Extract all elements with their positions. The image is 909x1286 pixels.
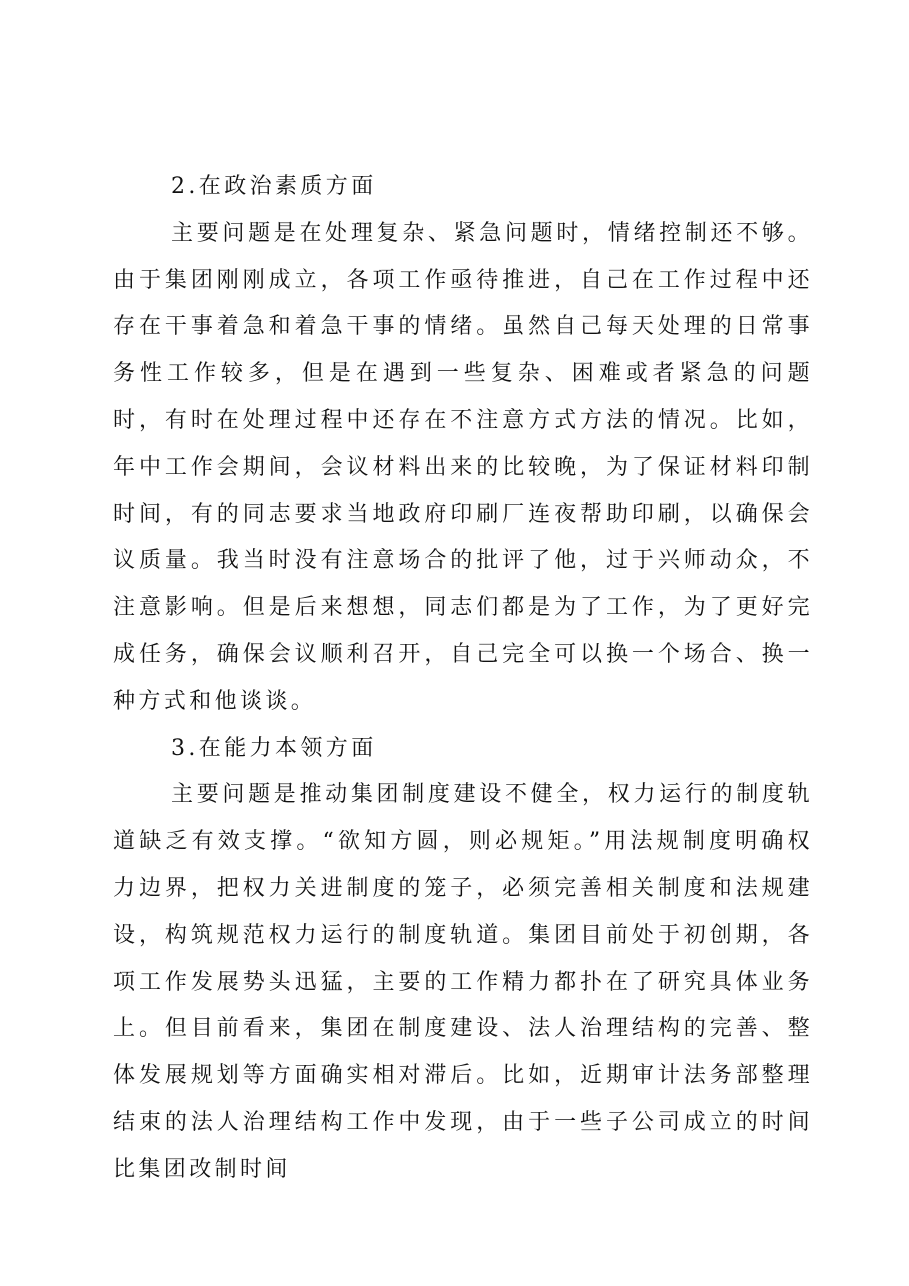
document-body (113, 164, 813, 1194)
section-heading-ability: 3.在能力本领方面 (171, 735, 377, 761)
paragraph-ability: 主要问题是推动集团制度建设不健全，权力运行的制度轨道缺乏有效支撑。“欲知方圆，则必规矩。”用法规制度明确权力边界，把权力关进制度的笼子，必须完善相关制度和法规建设，构筑规范权力运行的制度轨道。集团目前处于初创期，各项工作发展势头迅猛，主要的工作精力都扑在了研究具体业务上。但目前看来，集团在制度建设、法人治理结构的完善、整体发展规划等方面确实相对滞后。比如，近期审计法务部整理结束的法人治理结构工作中发现，由于一些子公司成立的时间比集团改制时间 (113, 782, 813, 1182)
section-heading-political-quality: 2.在政治素质方面 (171, 174, 377, 199)
paragraph-political-quality: 主要问题是在处理复杂、紧急问题时，情绪控制还不够。由于集团刚刚成立，各项工作亟待推进，自己在工作过程中还存在干事着急和着急干事的情绪。虽然自己每天处理的日常事务性工作较多，但是在遇到一些复杂、困难或者紧急的问题时，有时在处理过程中还存在不注意方式方法的情况。比如，年中工作会期间，会议材料出来的比较晚，为了保证材料印制时间，有的同志要求当地政府印刷厂连夜帮助印刷，以确保会议质量。我当时没有注意场合的批评了他，过于兴师动众，不注意影响。但是后来想想，同志们都是为了工作，为了更好完成任务，确保会议顺利召开，自己完全可以换一个场合、换一种方式和他谈谈。 (113, 220, 813, 714)
